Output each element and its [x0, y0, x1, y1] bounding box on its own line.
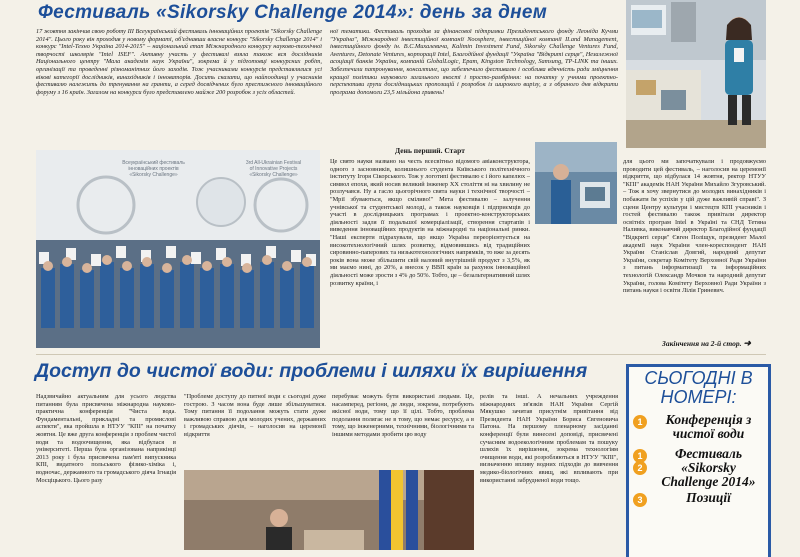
day-one-paragraph: Це свято науки названо на честь всесвітньо відомого авіаконструктора, одного з засновників, колишнього студента Київського політехнічного інституту Ігоря Сікорського. Тож у логотипі фестивалю є і його капелюх – символ епохи, який носив великий інженер ХХ століття ні на хвилину не розлучався. Ну а гасло цьогорічного свята науки і технічної творчості – "Мрії збуваються, якщо сміливо!" Мета фестивалю – залучення учнівської та студентської молоді, а також науковців і підприємців до участі в дослідницьких програмах і проектно-конструкторських діяльності задля її подальшої комерціалізації, створення стартапів і виведення інноваційних продуктів на міжнародні та національні ринки. "Наші експерти підрахували, що якщо Україна переорієнтується на високотехнологічний шлях розвитку, відмовившись від традиційних сировинно-паперових та низькотехнологічних напрямків, то вже за десять років вона може збільшити свій валовий внутрішній продукт з 3,5%, як ми маємо нині, до 20%, а внесок у ВВП країн за рахунок інноваційної діяльності може зрости з 4% до 50%. Тобто, це – безальтернативний шлях розвитку країни, і [330, 158, 530, 287]
photo-festival-crowd [36, 150, 320, 348]
banner-line-2: інноваційних проектів [128, 166, 179, 172]
sidebar-item-number: 3 [633, 493, 647, 507]
section-divider [36, 354, 766, 355]
sponsors-paragraph: ної тематики. Фестиваль проходив за фінансової підтримки Президентського фонду Леоніда Кучми "Україна", Міжнародної інвестиційної компанії Noosphere, інвестиційної компанії II.and Management, інвестиційного фонду ін. В.С.Михалевича, Kalimin Investment Fund, Sikorsky Challenge Ventures Fund, Aventures, Detonate Ventures, корпорації Intel, Благодійної фундації "Україна "Відкриті серця", Незалежної асоціації банків України, компаній GlobalLogic, Epam, Kingston Technology, Samsung, TP-LINK та інших. Забезпечили патронування, консалтинг, що забезпечило фестивалю і особлива вдячність ради зміцнення кращої політики наукового загального якості і просто-рамбріння: на початку у учнями проектно-перспективи групи дослідницьких пропозицій і розробок із широкого вирізу, а з обраного дня відкрити програма допомоги 23,5 мільйона гривень! [330, 28, 618, 96]
sidebar-item-number: 1 [633, 415, 647, 429]
sidebar-item-water-conference[interactable] [633, 413, 764, 441]
sidebar-today-in-issue [626, 364, 771, 557]
photo-participant-exhibit [535, 142, 617, 224]
photo-water-conference-image [184, 470, 474, 550]
sidebar-item-number: 2 [633, 461, 647, 475]
sidebar-item-label: Позиції [686, 490, 731, 505]
water-column-1: Надзвичайно актуальним для усього людства питанням була присвячена міжнародна науково-практична конференція "Чиста вода. Фундаментальні, прикладні та промислові аспекти", яка пройшла в НТУУ "КПІ" на початку жовтня. Це вже друга конференція з проблем чистої води та водоочищення, яка відбулася в університеті. Перша була організована наприкінці 2013 року і була присвячена пам'яті випускника КПІ, видатного польського фізико-хіміка і, водночас, державного та громадського діяча Ігнація Мосціцького. Цього разу [36, 393, 176, 484]
banner-line-5: of Innovative Projects [249, 166, 298, 172]
article-headline-festival: Фестиваль «Sikorsky Challenge 2014»: день за днем [38, 2, 548, 23]
sidebar-item-label: Фестиваль «Sikorsky Challenge 2014» [661, 446, 756, 489]
intro-paragraph: 17 жовтня закінчив свою роботу III Всеукраїнський фестиваль інноваційних проектів "Sikorsky Challenge 2014". Цього року він проходив у новому форматі, об'єднавши власне конкурс "Sikorsky Challenge 2014" і конкурс "Intel-Техно Україна 2014-2015" – національний етап Міжнародного конкурсу науково-технічної творчості школярів "Intel ISEF". Активну участь у фестивалі взяла також вся дослідників Національного центру "Мала академія наук України", зокрема й у підготовці конкурсних робіт, організації та проведенні різноманітних його заходів. Тож учасниками конкурсів представлялися усі вікові категорії дослідників, винахідників і інноваторів. Досить сказати, що найпоодинці у учасників фестивалю належить до тренування на гранти, а серед досвідчених було престижного інноваційного форуму з 16 країн. Загалом на конкурси було представлено майже 200 розробок з усіх областей. [36, 28, 322, 96]
article-headline-water: Доступ до чистої води: проблеми і шляхи їх вирішення [35, 360, 588, 382]
water-column-3: перебуває можуть бути використані людьми. Це, насамперед, регіони, де люди, зокрема, потребують якісної води, тому що її цілі. Тобто, проблема подолання полягає не в тому, що немає ресурсу, а в тому, що інженерними, технічними, біологічними та іншими методами зробити цю воду [332, 393, 474, 438]
photo-festival-crowd-image [36, 150, 320, 348]
water-column-2: "Проблеме доступу до питної води є сьогодні дуже гострою. З часом вона буде лише збільшуватися. Тому питання її подолання можуть стати дуже важливою справою для молодих учених, державних і громадських діячів, – наголосив на церемонії відкриття [184, 393, 326, 438]
arrow-right-icon: ➜ [743, 338, 751, 348]
subhead-day-one: День перший. Старт [395, 146, 465, 155]
photo-banner-text-en [231, 160, 316, 178]
opening-ceremony-paragraph: для цього ми започаткували і продовжуємо проводити цей фестиваль, – наголосив на церемонії відкриття, що відбулася 14 жовтня, ректор НТУУ "КПІ" академік НАН України Михайло Згуровський. – Тож я хочу звернутися до молодих винахідників і побажати їм успіхів у цій дуже важливій справі". З сцени Центру культури і мистецтв КПІ учасників і гостей фестивалю також привітали директор освітніх програм Intel в Україні та СНД Тетяна Наливка, виконавчий директор Благодійної фундації "Відкриті серця" Євген Поліщук, президент Малої академії наук України член-кореспондент НАН України Станіслав Довгий, народний депутат України, секретар Комітету Верховної Ради України з питань інформатизації та інформаційних технологій Олександр Мочков та народний депутат України, голова Комітету Верховної Ради України з питань науки і освіти Лілія Гриневич. [623, 158, 766, 295]
sidebar-title: СЬОГОДНІ В НОМЕРІ: [644, 368, 753, 407]
banner-line-1: Всеукраїнський фестиваль [122, 160, 185, 166]
photo-girl-at-exhibit-image [626, 0, 766, 148]
water-column-4: релів та інші. А нечальних учреждення міжнародних зв'язків НАН України Сергій Мякушко зачитав присутнім привітання від Президента НАН України Бориса Євгеновича Патона. На першому пленарному засіданні конференції були винесені доповіді, присвячені сучасним водоекологічним проблемам та пошуку шляхів їх вирішення, зокрема технологіям очищення води, які розробляються в НТУУ "КПІ", визначенню впливу водних підходів до вивчення медико-біологічних явищ, які впливають при використанні забрудненої води тощо. [480, 393, 618, 484]
banner-line-4: 3rd All-Ukrainian Festival [245, 160, 302, 166]
photo-participant-exhibit-image [535, 142, 617, 224]
sidebar-item-positions[interactable] [633, 491, 764, 507]
continued-on-page-2 [662, 338, 770, 349]
photo-banner-text [106, 160, 201, 178]
photo-water-conference [184, 470, 474, 550]
sidebar-item-festival[interactable] [633, 447, 764, 489]
photo-girl-at-exhibit [626, 0, 766, 148]
sidebar-item-label: Конференція з чистої води [665, 412, 752, 441]
continued-label: Закінчення на 2-й стор. [662, 339, 742, 348]
banner-line-3: «Sikorsky Challenge» [129, 172, 178, 178]
middle-column-paragraph [535, 228, 617, 348]
sidebar-item-number: 1 [633, 449, 647, 463]
banner-line-6: «Sikorsky Challenge» [249, 172, 298, 178]
